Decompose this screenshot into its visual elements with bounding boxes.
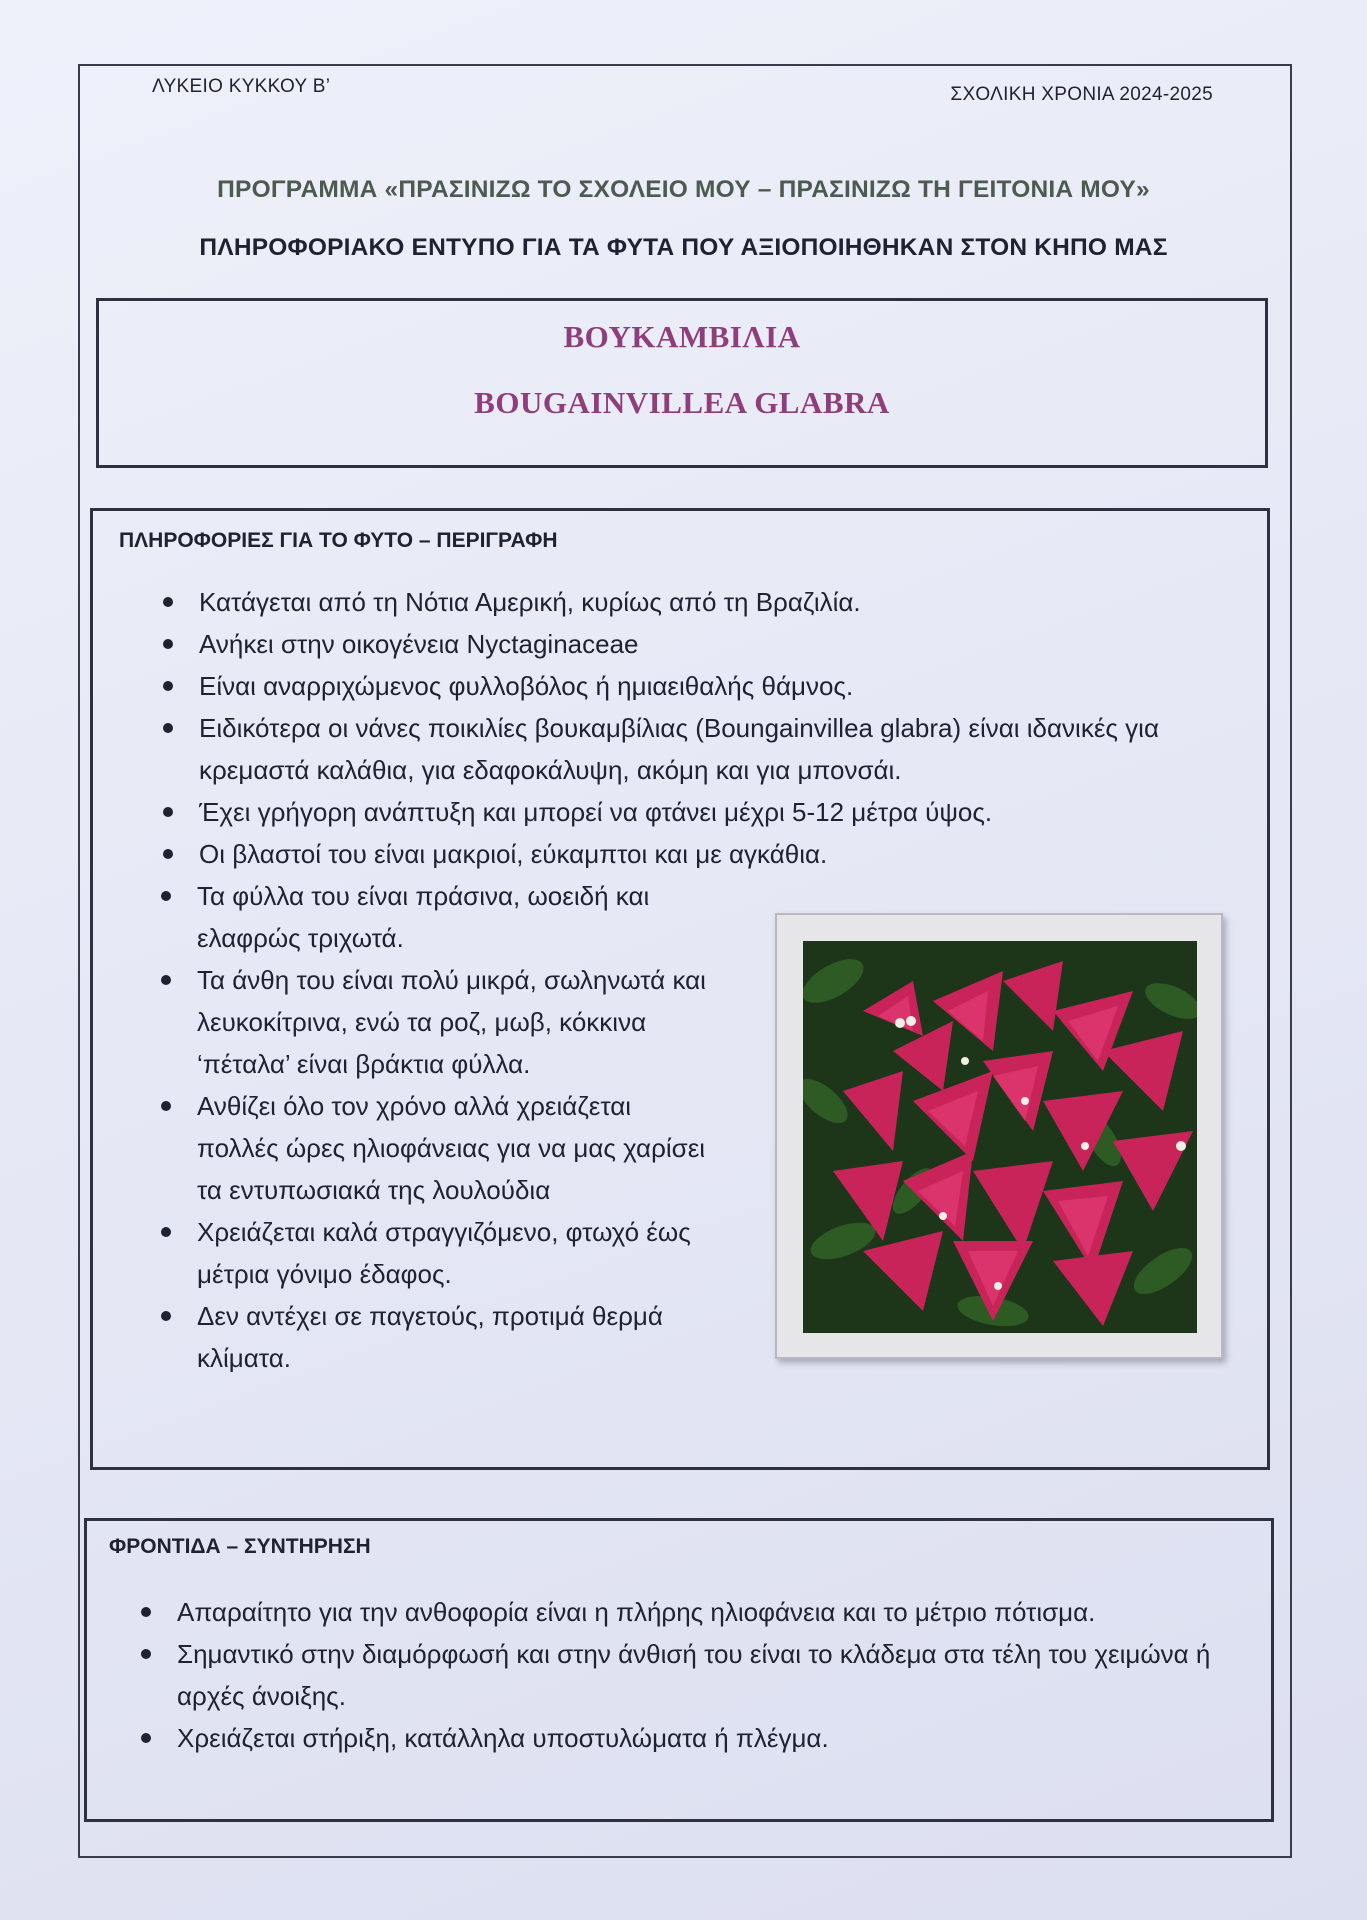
list-item: Ειδικότερα οι νάνες ποικιλίες βουκαμβίλιας (Boungainvillea glabra) είναι ιδανικές για κρεμαστά καλάθια, για εδαφοκάλυψη, ακόμη και για μπονσάι.: [157, 707, 1257, 791]
list-item: Χρειάζεται καλά στραγγιζόμενο, φτωχό έως μέτρια γόνιμο έδαφος.: [155, 1211, 715, 1295]
bougainvillea-photo-frame: [775, 913, 1223, 1359]
list-item: Χρειάζεται στήριξη, κατάλληλα υποστυλώματα ή πλέγμα.: [135, 1717, 1255, 1759]
bougainvillea-photo: [803, 941, 1197, 1333]
bougainvillea-illustration: [803, 941, 1197, 1333]
plant-name-greek: ΒΟΥΚΑΜΒΙΛΙΑ: [563, 319, 801, 354]
list-item: Είναι αναρριχώμενος φυλλοβόλος ή ημιαειθαλής θάμνος.: [157, 665, 1257, 707]
list-item: Σημαντικό στην διαμόρφωσή και στην άνθισή του είναι το κλάδεμα στα τέλη του χειμώνα ή αρχές άνοιξης.: [135, 1633, 1255, 1717]
program-title: ΠΡΟΓΡΑΜΜΑ «ΠΡΑΣΙΝΙΖΩ ΤΟ ΣΧΟΛΕΙΟ ΜΟΥ – ΠΡΑΣΙΝΙΖΩ ΤΗ ΓΕΙΤΟΝΙΑ ΜΟΥ»: [217, 176, 1150, 203]
plant-title-box: [96, 298, 1268, 468]
care-list: [135, 1591, 1255, 1759]
care-heading: ΦΡΟΝΤΙΔΑ – ΣΥΝΤΗΡΗΣΗ: [109, 1535, 371, 1558]
list-item: Ανήκει στην οικογένεια Nyctaginaceae: [157, 623, 1257, 665]
list-item: Οι βλαστοί του είναι μακριοί, εύκαμπτοι και με αγκάθια.: [157, 833, 1257, 875]
list-item: Δεν αντέχει σε παγετούς, προτιμά θερμά κλίματα.: [155, 1295, 715, 1379]
description-section: [90, 508, 1270, 1470]
school-year: ΣΧΟΛΙΚΗ ΧΡΟΝΙΑ 2024-2025: [950, 84, 1213, 105]
description-list-wide: [157, 581, 1257, 875]
care-section: [84, 1518, 1274, 1822]
school-name: ΛΥΚΕΙΟ ΚΥΚΚΟΥ Β’: [152, 76, 331, 97]
list-item: Κατάγεται από τη Νότια Αμερική, κυρίως από τη Βραζιλία.: [157, 581, 1257, 623]
list-item: Έχει γρήγορη ανάπτυξη και μπορεί να φτάνει μέχρι 5-12 μέτρα ύψος.: [157, 791, 1257, 833]
description-list-narrow: [155, 875, 715, 1379]
list-item: Τα φύλλα του είναι πράσινα, ωοειδή και ελαφρώς τριχωτά.: [155, 875, 715, 959]
list-item: Τα άνθη του είναι πολύ μικρά, σωληνωτά και λευκοκίτρινα, ενώ τα ροζ, μωβ, κόκκινα ‘πέταλα’ είναι βράκτια φύλλα.: [155, 959, 715, 1085]
list-item: Απαραίτητο για την ανθοφορία είναι η πλήρης ηλιοφάνεια και το μέτριο πότισμα.: [135, 1591, 1255, 1633]
list-item: Ανθίζει όλο τον χρόνο αλλά χρειάζεται πολλές ώρες ηλιοφάνειας για να μας χαρίσει τα εντυπωσιακά της λουλούδια: [155, 1085, 715, 1211]
plant-name-latin: BOUGAINVILLEA GLABRA: [474, 385, 890, 420]
description-heading: ΠΛΗΡΟΦΟΡΙΕΣ ΓΙΑ ΤΟ ΦΥΤΟ – ΠΕΡΙΓΡΑΦΗ: [119, 529, 558, 552]
leaflet-title: ΠΛΗΡΟΦΟΡΙΑΚΟ ΕΝΤΥΠΟ ΓΙΑ ΤΑ ΦΥΤΑ ΠΟΥ ΑΞΙΟΠΟΙΗΘΗΚΑΝ ΣΤΟΝ ΚΗΠΟ ΜΑΣ: [199, 234, 1168, 261]
